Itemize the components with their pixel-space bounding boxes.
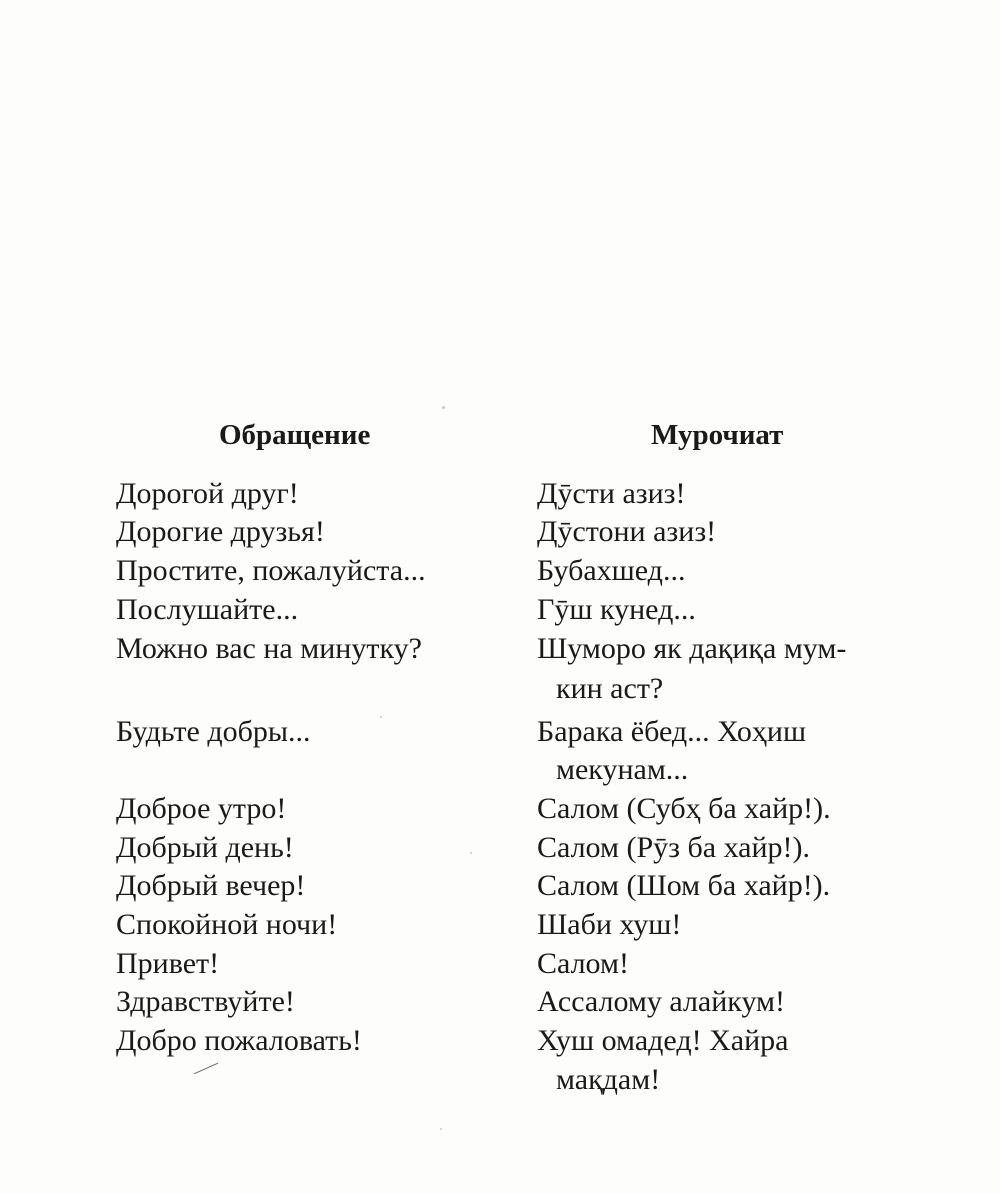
heading-tajik: Мурочиат [651,419,784,451]
phrase-tj: Салом! [537,947,629,980]
phrase-tj: Дӯстони азиз! [537,515,717,548]
phrase-tj: Салом (Шом ба хайр!). [537,869,831,902]
phrase-tj: Салом (Субҳ ба хайр!). [537,792,831,825]
phrase-ru: Будьте добры... [116,715,311,748]
phrase-tj: Гӯш кунед... [537,593,696,626]
phrase-ru: Доброе утро! [116,792,287,825]
phrase-ru: Добрый вечер! [116,869,306,902]
heading-russian: Обращение [219,419,371,451]
paper-speck [442,406,445,409]
phrase-ru: Можно вас на минутку? [116,632,422,665]
phrase-ru: Спокойной ночи! [116,908,338,941]
phrase-tj: Шуморо як дақиқа мум- [537,632,847,665]
paper-speck [440,1128,442,1130]
phrase-tj: Бубахшед... [537,554,686,587]
phrase-tj: Дӯсти азиз! [537,477,686,510]
phrase-tj: Хуш омадед! Хайра [537,1024,789,1057]
phrase-ru: Добро пожаловать! [116,1024,362,1057]
phrase-tj-continuation: мақдам! [556,1063,661,1096]
phrase-ru: Дорогой друг! [116,477,299,510]
phrase-tj-continuation: кин аст? [556,672,664,705]
phrase-ru: Привет! [116,947,220,980]
phrase-tj: Ассалому алайкум! [537,985,786,1018]
phrase-tj-continuation: мекунам... [556,753,689,786]
phrase-tj: Салом (Рӯз ба хайр!). [537,831,811,864]
phrase-ru: Здравствуйте! [116,985,295,1018]
phrase-ru: Добрый день! [116,831,294,864]
pen-mark [194,1063,218,1074]
phrase-ru: Послушайте... [116,593,299,626]
phrase-tj: Шаби хуш! [537,908,682,941]
phrase-ru: Простите, пожалуйста... [116,554,426,587]
phrase-ru: Дорогие друзья! [116,515,325,548]
phrase-tj: Барака ёбед... Хоҳиш [537,715,807,748]
paper-speck [470,852,472,854]
paper-speck [380,716,382,718]
